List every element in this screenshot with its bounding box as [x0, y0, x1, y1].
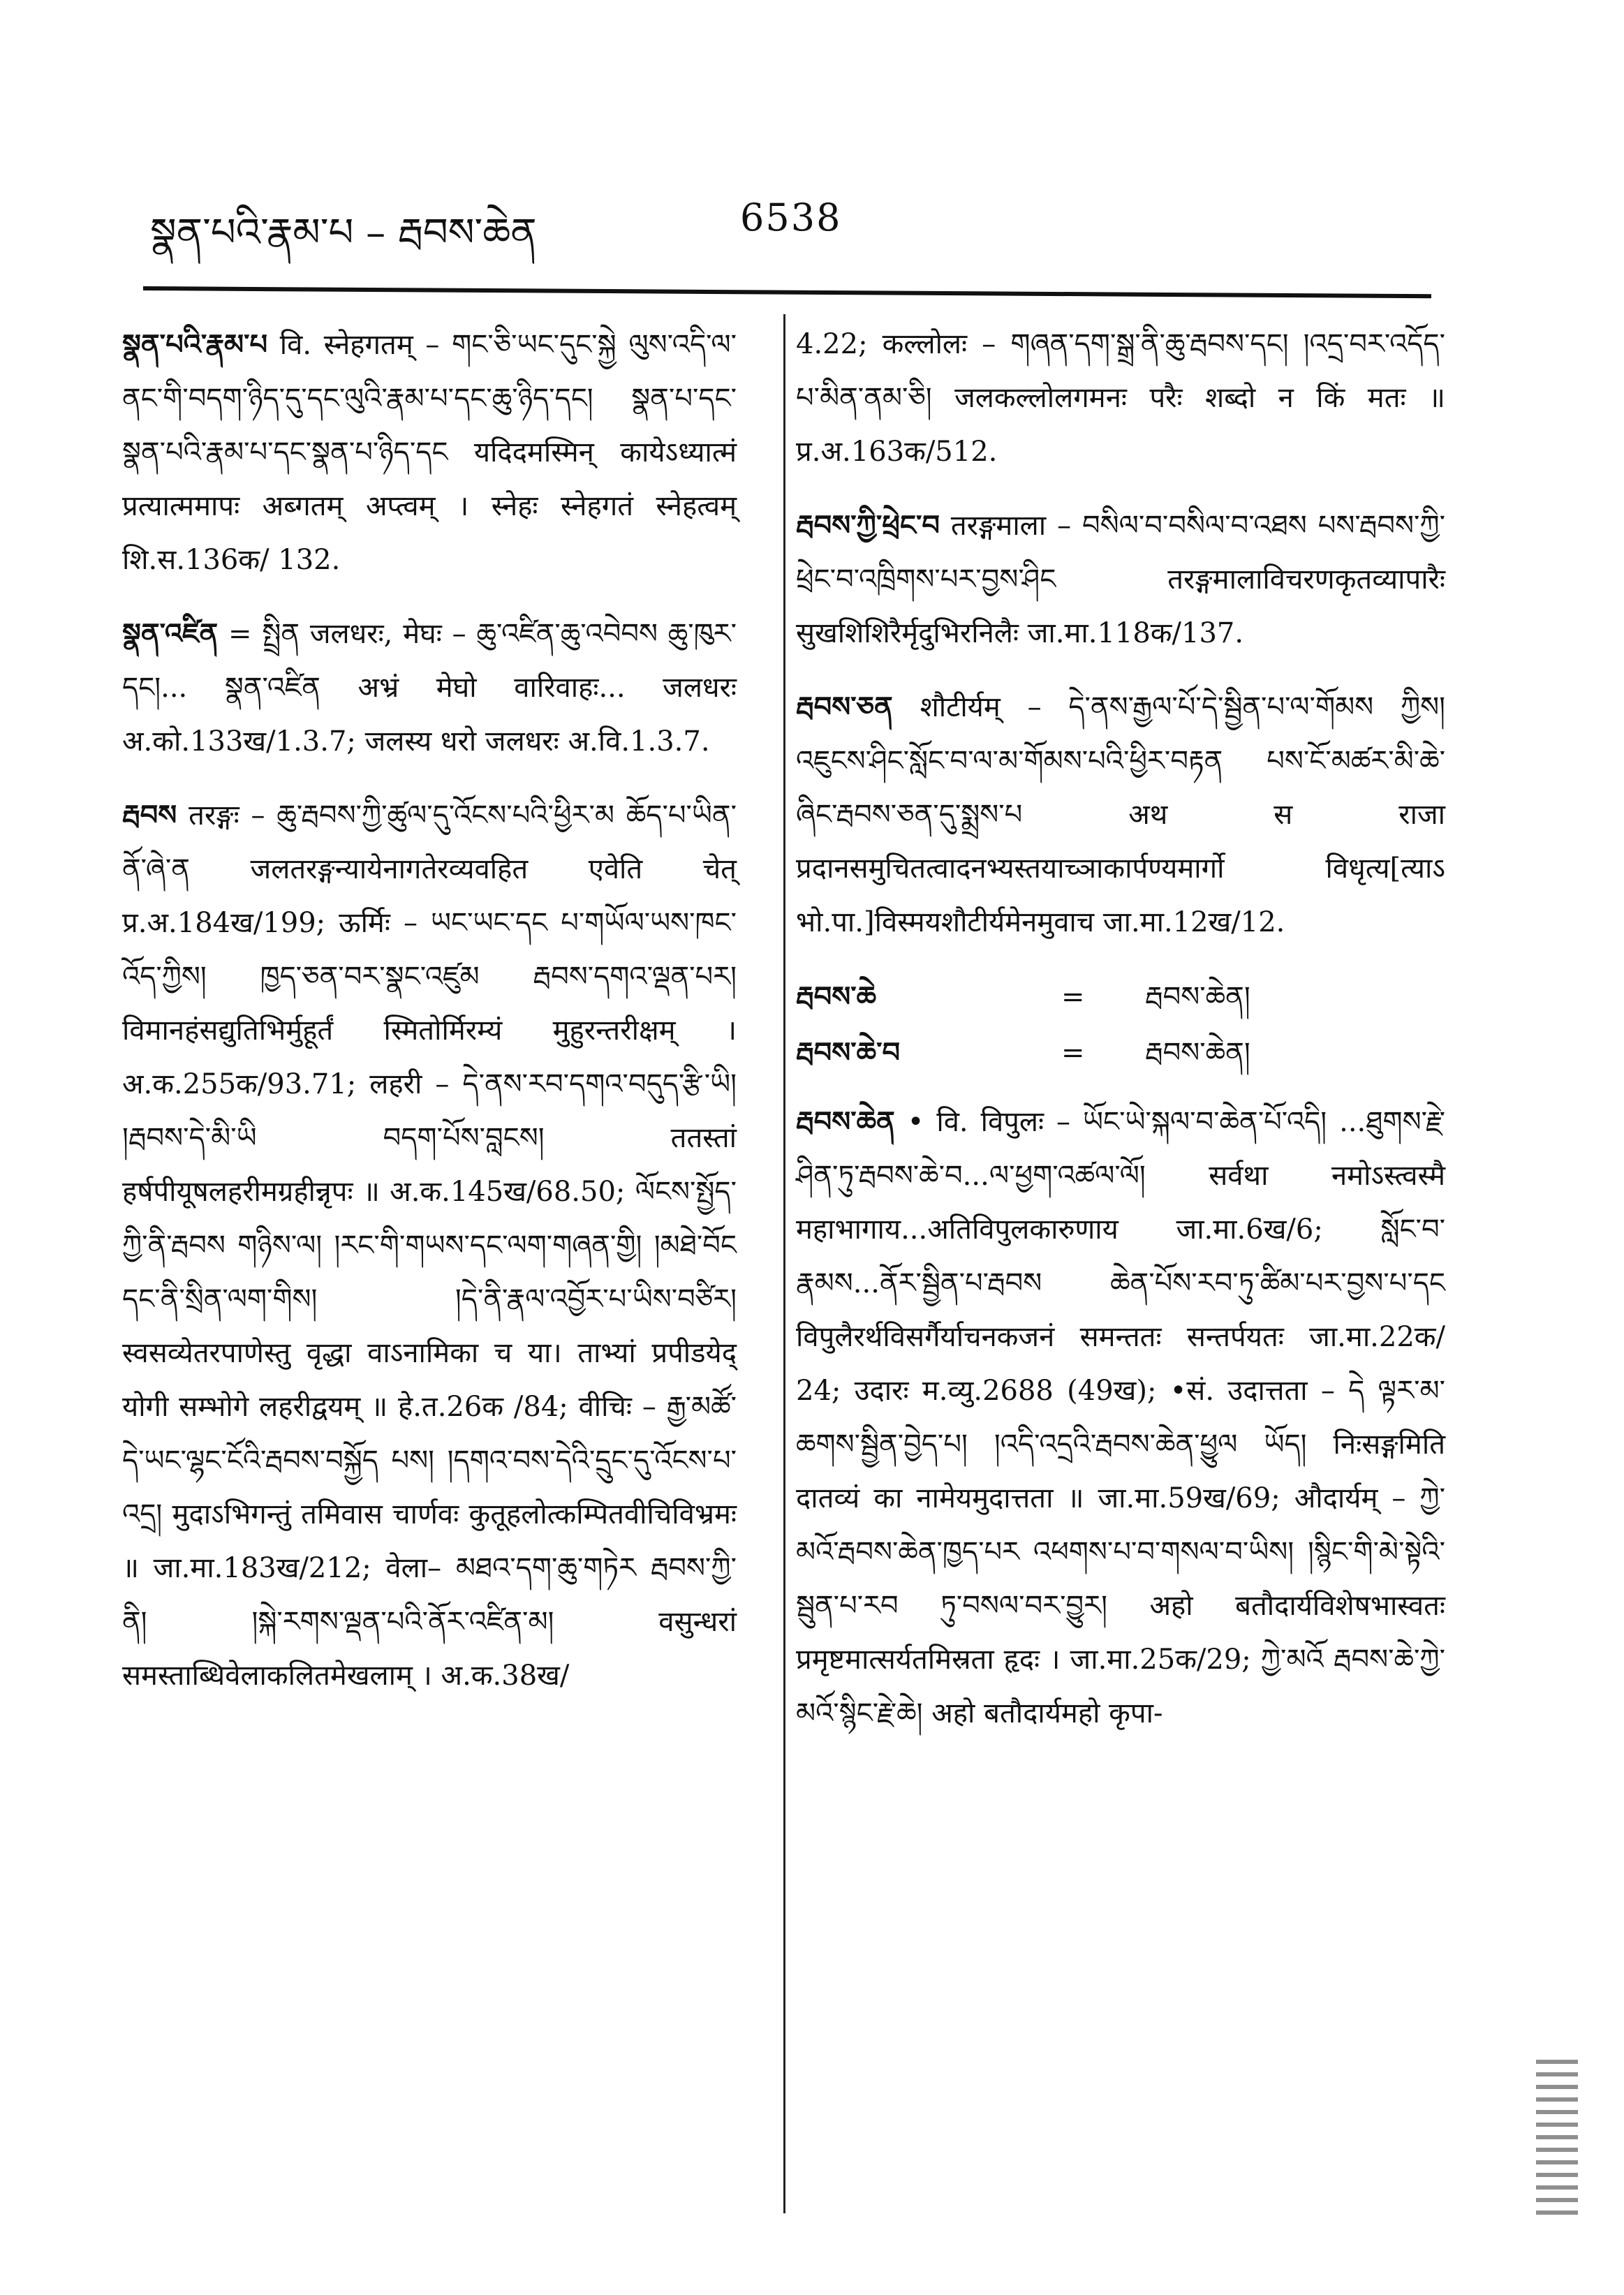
entry-body: तरङ्गः – ཆུ་རྦབས་ཀྱི་ཚུལ་དུ་འོངས་པའི་ཕྱིར་མ ཆོད་པ་ཡིན་ནོ་ཞེ་ན जलतरङ्गन्यायेनागतेरव्यवहित एवेति चेत् प्र.अ.184ख/199; ऊर्मिः – ཡང་ཡང་དང པ་གཡོལ་ཡས་ཁང་འོད་ཀྱིས། ཁྱད་ཅན་བར་སྣང་འཛུམ རྦབས་དགའ་ལྡན་པར། विमानहंसद्युतिभिर्मुहूर्तं स्मितोर्मिरम्यं मुहुरन्तरीक्षम् । अ.क.255क/93.71; लहरी – དེ་ནས་རབ་དགའ་བདུད་རྩི་ཡི། །རྦབས་དེ་མི་ཡི བདག་པོས་བླངས། ततस्तां हर्षपीयूषलहरीमग्रहीन्नृपः ॥ अ.क.145ख/68.50; ལོངས་སྤྱོད་ཀྱི་ནི་རྦབས གཉིས་ལ། །རང་གི་གཡས་དང་ལག་གཞན་གྱི། །མཐེ་བོང དང་ནི་སྲིན་ལག་གིས། །དེ་ནི་རྣལ་འབྱོར་པ་ཡིས་བཙིར། स्वसव्येतरपाणेस्तु वृद्धा वाऽनामिका च या। ताभ्यां प्रपीडयेद् योगी सम्भोगे लहरीद्वयम् ॥ हे.त.26क /84; वीचिः – རྒྱ་མཚོ་དེ་ཡང་ལྷང་ངོའི་རྦབས་བསྐྱོད པས། །དགའ་བས་དེའི་དྲུང་དུ་འོངས་པ་འདྲ། मुदाऽभिगन्तुं तमिवास चार्णवः कुतूहलोत्कम्पितवीचिविभ्रमः ॥ जा.मा.183ख/212; वेला– མཐའ་དག་ཆུ་གཏེར རྦབས་ཀྱི་ནི། །སྐེ་རགས་ལྡན་པའི་ནོར་འཛིན་མ། वसुन्धरां समस्ताब्धिवेलाकलितमेखलाम् । अ.क.38ख/ — [122, 799, 737, 1692]
entry-headword: སྣན་འཛིན — [122, 617, 219, 650]
entry-headword: རྦབས་ཀྱི་ཕྲེང་བ — [796, 509, 940, 542]
entry-body: वि. स्नेहगतम् – གང་ཅི་ཡང་དུང་སྐྱེ ལུས་འདི་ལ་ནང་གི་བདག་ཉིད་དུ་དང་ལུའི་རྣམ་པ་དང་ཆུ་ཉིད་དང། སྣན་པ་དང་སྣན་པའི་རྣམ་པ་དང་སྣན་པ་ཉིད་དང यदिदमस्मिन् कायेऽध्यात्मं प्रत्यात्ममापः अब्गतम् अप्त्वम् । स्नेहः स्नेहगतं स्नेहत्वम् शि.स.136क/ 132. — [122, 329, 737, 576]
left-column — [122, 318, 737, 1722]
cross-reference-list — [796, 969, 1445, 1081]
dictionary-entry — [122, 607, 737, 769]
xref-term: རྦབས་ཆེ — [796, 980, 877, 1013]
right-column — [796, 318, 1445, 1760]
entry-headword: རྦབས་ཅན — [796, 691, 893, 723]
xref-target: རྦབས་ཆེན། — [1145, 981, 1250, 1013]
column-divider — [783, 314, 785, 2213]
entry-body: तरङ्गमाला – བསིལ་བ་བསིལ་བ་འཐས པས་རྦབས་ཀྱི་ཕྲེང་བ་འཁྲིགས་པར་བྱས་ཤིང तरङ्गमालाविचरणकृतव्यापारैः सुखशिशिरैर्मृदुभिरनिलैः जा.मा.118क/137. — [796, 510, 1445, 649]
xref-equals: = — [1061, 1037, 1085, 1069]
scan-margin-artifact — [1536, 2060, 1578, 2220]
cross-reference-row — [796, 969, 1445, 1025]
dictionary-entry — [122, 318, 737, 587]
xref-equals: = — [1061, 981, 1085, 1013]
entry-headword: རྦབས་ཆེན — [796, 1105, 895, 1138]
entry-body: शौटीर्यम् – དེ་ནས་རྒྱལ་པོ་དེ་སྦྱིན་པ་ལ་གོམས ཀྱིས། འཇུངས་ཤིང་སློང་བ་ལ་མ་གོམས་པའི་ཕྱིར་བརྟན པས་ངོ་མཚར་མི་ཆེ་ཞིང་རྦབས་ཅན་དུ་སྨྲས་པ अथ स राजा प्रदानसमुचितत्वादनभ्यस्तयाच्ञाकार्पण्यमार्गो विधृत्य[त्याऽ भो.पा.]विस्मयशौटीर्यमेनमुवाच जा.मा.12ख/12. — [796, 691, 1445, 938]
xref-term: རྦབས་ཆེ་བ — [796, 1036, 901, 1069]
page-header — [0, 175, 1624, 272]
entry-headword: སྣན་པའི་རྣམ་པ — [122, 328, 268, 361]
running-head: སྣན་པའི་རྣམ་པ – རྦབས་ཆེན — [150, 210, 537, 256]
dictionary-entry — [796, 680, 1445, 950]
page-number: 6538 — [740, 195, 842, 239]
entry-body: = སྤྲིན जलधरः, मेघः – ཆུ་འཛིན་ཆུ་འབེབས ཆུ་ཁུར་དང།... སྣན་འཛིན अभ्रं मेघो वारिवाहः... जलधरः अ.को.133ख/1.3.7; जलस्य धरो जलधरः अ.वि.1.3.7. — [122, 618, 737, 758]
dictionary-entry — [796, 1095, 1445, 1741]
entry-body: 4.22; कल्लोलः – གཞན་དག་སྒྲ་ནི་ཆུ་རྦབས་དང། །འདྲ་བར་འདོད་པ་མིན་ནམ་ཅི། जलकल्लोलगमनः परैः शब्दो न किं मतः ॥ प्र.अ.163क/512. — [796, 328, 1445, 468]
cross-reference-row — [796, 1025, 1445, 1081]
dictionary-entry — [796, 499, 1445, 661]
entry-headword: རྦབས — [122, 799, 177, 832]
entry-body: • वि. विपुलः – ཡོང་ཡེ་སྐལ་བ་ཆེན་པོ་འདི། ...ཐུགས་རྗེ་ཤིན་ཏུ་རྦབས་ཆེ་བ...ལ་ཕྱག་འཚལ་ལོ། सर्वथा नमोऽस्त्वस्मै महाभागाय...अतिविपुलकारुणाय जा.मा.6ख/6; སློང་བ་རྣམས...ནོར་སྦྱིན་པ་རྦབས ཆེན་པོས་རབ་ཏུ་ཚིམ་པར་བྱས་པ་དང विपुलैरर्थविसर्गैर्याचनकजनं समन्ततः सन्तर्पयतः जा.मा.22क/ 24; उदारः म.व्यु.2688 (49ख); •सं. उदात्तता – དེ ལྟར་མ་ཆགས་སྦྱིན་བྱེད་པ། །འདི་འདྲའི་རྦབས་ཆེན་ཕྱུལ ཡོད། निःसङ्गमिति दातव्यं का नामेयमुदात्तता ॥ जा.मा.59ख/69; औदार्यम् – ཀྱེ་མའོ་རྦབས་ཆེན་ཁྱད་པར འཕགས་པ་བ་གསལ་བ་ཡིས། །སྙིང་གི་མེ་སྟེའི་སྦུན་པ་རབ ཏུ་བསལ་བར་བྱུར། अहो बतौदार्यविशेषभास्वतः प्रमृष्टमात्सर्यतमिस्रता हृदः । जा.मा.25क/29; ཀྱེ་མའོ རྦབས་ཆེ་ཀྱེ་མའོ་སྙིང་རྗེ་ཆེ། अहो बतौदार्यमहो कृपा- — [796, 1106, 1445, 1729]
dictionary-entry-continued — [796, 318, 1445, 479]
dictionary-entry — [122, 788, 737, 1703]
xref-target: རྦབས་ཆེན། — [1145, 1037, 1250, 1069]
